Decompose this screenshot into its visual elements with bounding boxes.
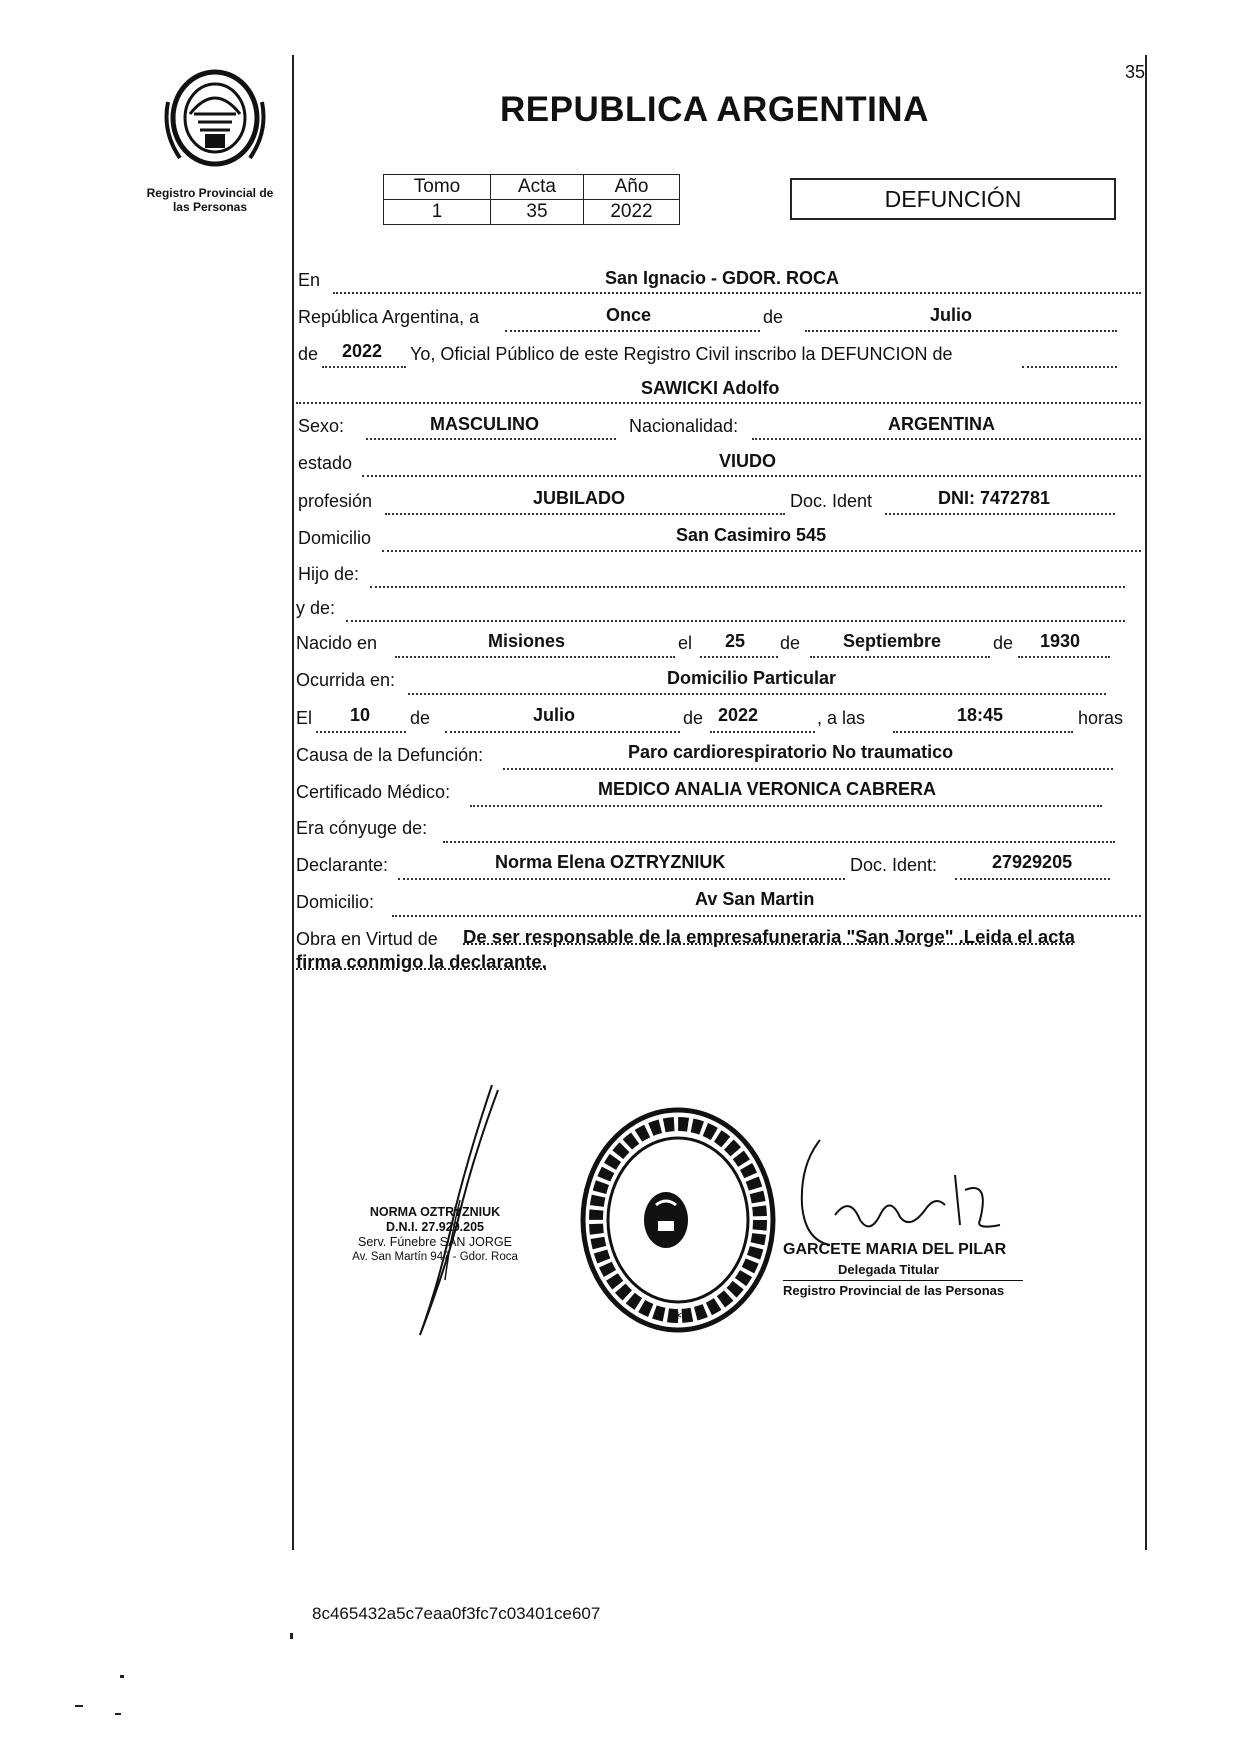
death-month-dots — [445, 731, 680, 733]
acta-value: 35 — [491, 200, 584, 225]
death-year: 2022 — [718, 705, 759, 725]
domicilio-value: San Casimiro 545 — [676, 525, 827, 545]
declarante-label: Declarante: — [296, 855, 389, 875]
nacionalidad-label: Nacionalidad: — [629, 416, 739, 436]
death-time-dots — [893, 731, 1073, 733]
name-dots — [296, 402, 1141, 404]
anio-value: 2022 — [584, 200, 680, 225]
de-label-4: de — [410, 708, 431, 728]
acta-header: Acta — [491, 175, 584, 200]
stray-mark — [290, 1633, 293, 1639]
de-label-3: de — [993, 633, 1014, 653]
tomo-value: 1 — [384, 200, 491, 225]
declarante-value: Norma Elena OZTRYZNIUK — [495, 852, 726, 872]
certificado-label: Certificado Médico: — [296, 782, 451, 802]
official-stamp — [783, 1240, 1043, 1301]
year-prefix-label: de — [298, 344, 319, 364]
tomo-header: Tomo — [384, 175, 491, 200]
sexo-value: MASCULINO — [430, 414, 539, 434]
doc-dots — [885, 513, 1115, 515]
causa-value: Paro cardiorespiratorio No traumatico — [628, 742, 954, 762]
stray-mark — [120, 1675, 124, 1678]
en-value: San Ignacio - GDOR. ROCA — [605, 268, 840, 288]
birth-day: 25 — [725, 631, 746, 651]
year-dots — [322, 366, 406, 368]
hijo-label: Hijo de: — [298, 564, 360, 584]
de-label-5: de — [683, 708, 704, 728]
obra-value-line1: De ser responsable de la empresafuneraria "San Jorge" .Leida el acta — [463, 926, 1075, 947]
svg-text:*: * — [674, 1308, 682, 1327]
causa-dots — [503, 768, 1113, 770]
record-table-header — [384, 175, 680, 200]
oficial-text: Yo, Oficial Público de este Registro Civil inscribo la DEFUNCION de — [410, 344, 953, 364]
decl-doc-dots — [955, 878, 1110, 880]
death-day: 10 — [350, 705, 371, 725]
ocurrida-label: Ocurrida en: — [296, 670, 396, 690]
stray-mark — [75, 1705, 83, 1707]
page-title: REPUBLICA ARGENTINA — [500, 90, 929, 129]
official-seal — [578, 1105, 778, 1335]
conyuge-dots — [443, 841, 1115, 843]
horas-label: horas — [1078, 708, 1124, 728]
sexo-dots — [366, 438, 616, 440]
birth-month: Septiembre — [843, 631, 942, 651]
profesion-label: profesión — [298, 491, 373, 511]
el-label: el — [678, 633, 693, 653]
birth-year: 1930 — [1040, 631, 1081, 651]
conyuge-label: Era cónyuge de: — [296, 818, 428, 838]
record-table — [383, 174, 680, 225]
nacionalidad-dots — [752, 438, 1141, 440]
day-dots — [505, 330, 760, 332]
oficial-dots — [1022, 366, 1117, 368]
registry-label: Registro Provincial de las Personas — [146, 186, 274, 214]
death-year-dots — [710, 731, 815, 733]
declarant-stamp-name: NORMA OZTRYZNIUK — [369, 1205, 501, 1219]
el2-label: El — [296, 708, 313, 728]
doc-value: DNI: 7472781 — [938, 488, 1051, 508]
day-value: Once — [606, 305, 652, 325]
misiones-emblem — [160, 62, 270, 174]
domicilio2-dots — [392, 915, 1141, 917]
de-label: de — [763, 307, 784, 327]
right-margin-line — [1145, 55, 1147, 1550]
certificado-value: MEDICO ANALIA VERONICA CABRERA — [598, 779, 937, 799]
nacido-value: Misiones — [488, 631, 566, 651]
year-value: 2022 — [342, 341, 383, 361]
anio-header: Año — [584, 175, 680, 200]
stray-mark — [115, 1713, 121, 1715]
de-label-2: de — [780, 633, 801, 653]
hijo-dots — [370, 586, 1125, 588]
alas-label: , a las — [817, 708, 866, 728]
declarante-dots — [398, 878, 845, 880]
decl-doc-value: 27929205 — [992, 852, 1073, 872]
nacido-label: Nacido en — [296, 633, 378, 653]
birth-month-dots — [810, 656, 990, 658]
declarant-stamp-dni: D.N.I. 27.929.205 — [386, 1220, 484, 1234]
birth-year-dots — [1018, 656, 1110, 658]
estado-dots — [362, 475, 1141, 477]
en-dots — [333, 292, 1141, 294]
official-stamp-role: Delegada Titular — [838, 1262, 939, 1277]
death-time: 18:45 — [957, 705, 1004, 725]
republica-label: República Argentina, a — [298, 307, 480, 327]
left-margin-line — [292, 55, 294, 1550]
decl-doc-label: Doc. Ident: — [850, 855, 938, 875]
deceased-name: SAWICKI Adolfo — [641, 378, 780, 398]
month-dots — [805, 330, 1117, 332]
official-stamp-name: GARCETE MARIA DEL PILAR — [783, 1241, 1007, 1258]
page-number: 35 — [1125, 62, 1146, 82]
profesion-dots — [385, 513, 785, 515]
nacido-dots — [395, 656, 675, 658]
birth-day-dots — [700, 656, 778, 658]
estado-label: estado — [298, 453, 353, 473]
ocurrida-value: Domicilio Particular — [667, 668, 837, 688]
sexo-label: Sexo: — [298, 416, 345, 436]
declarant-stamp — [325, 1205, 545, 1265]
domicilio-dots — [382, 550, 1141, 552]
certificado-dots — [470, 805, 1102, 807]
death-day-dots — [316, 731, 406, 733]
official-stamp-registry: Registro Provincial de las Personas — [783, 1280, 1023, 1301]
month-value: Julio — [930, 305, 973, 325]
estado-value: VIUDO — [719, 451, 777, 471]
obra-label: Obra en Virtud de — [296, 929, 438, 949]
domicilio2-label: Domicilio: — [296, 892, 375, 912]
domicilio-label: Domicilio — [298, 528, 372, 548]
en-label: En — [298, 270, 321, 290]
yde-label: y de: — [296, 598, 336, 618]
declarant-stamp-address: Av. San Martín 947 - Gdor. Roca — [352, 1251, 518, 1263]
declarant-stamp-company: Serv. Fúnebre SAN JORGE — [358, 1235, 512, 1249]
yde-dots — [346, 620, 1125, 622]
ocurrida-dots — [408, 693, 1106, 695]
obra-value-line2: firma conmigo la declarante. — [296, 951, 547, 972]
profesion-value: JUBILADO — [533, 488, 626, 508]
document-hash: 8c465432a5c7eaa0f3fc7c03401ce607 — [312, 1604, 601, 1623]
doc-label: Doc. Ident — [790, 491, 873, 511]
record-table-values — [384, 200, 680, 225]
nacionalidad-value: ARGENTINA — [888, 414, 995, 434]
record-type-box: DEFUNCIÓN — [790, 178, 1116, 220]
domicilio2-value: Av San Martin — [695, 889, 815, 909]
causa-label: Causa de la Defunción: — [296, 745, 484, 765]
death-month: Julio — [533, 705, 576, 725]
